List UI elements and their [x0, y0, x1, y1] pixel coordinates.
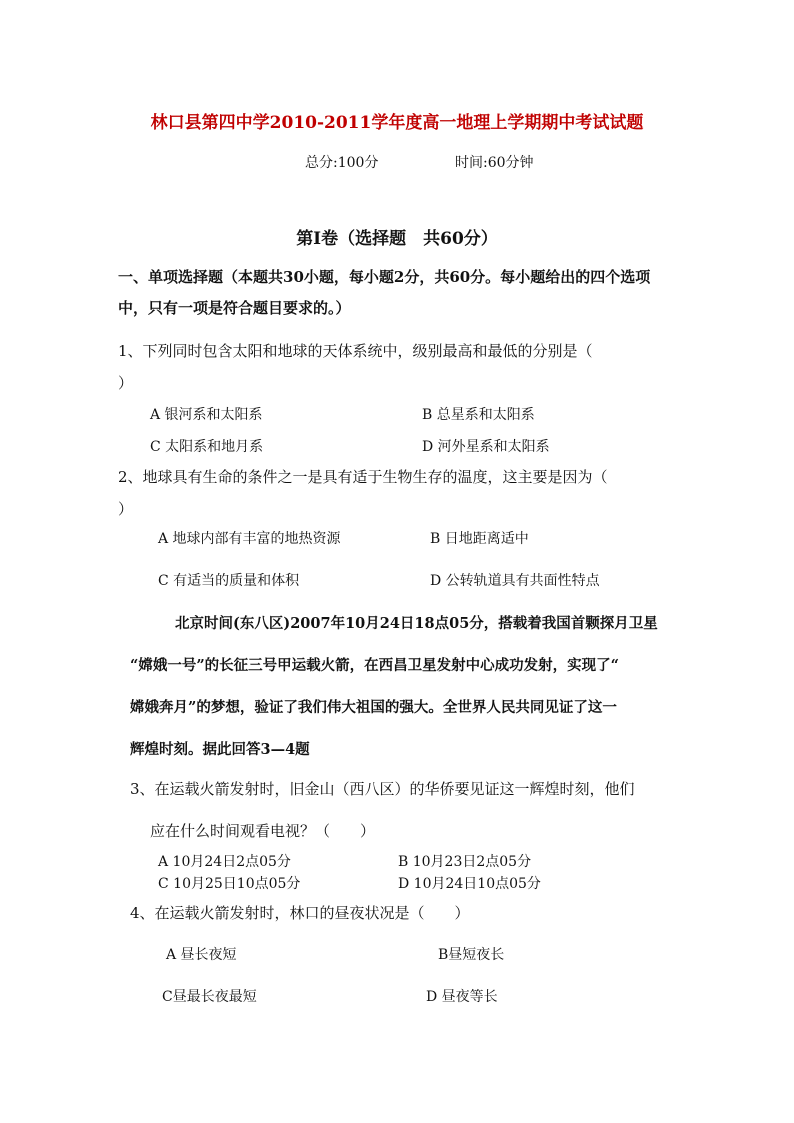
question-3-option-b: B 10月23日2点05分 [398, 854, 532, 870]
passage-line-4: 辉煌时刻。据此回答3—4题 [130, 741, 310, 758]
question-3-stem: 3、在运载火箭发射时，旧金山（西八区）的华侨要见证这一辉煌时刻，他们 [130, 780, 635, 798]
exam-title: 林口县第四中学2010-2011学年度高一地理上学期期中考试试题 [150, 113, 644, 133]
question-1-option-b: B 总星系和太阳系 [422, 407, 535, 423]
question-4-option-c: C昼最长夜最短 [162, 989, 257, 1005]
passage-line-2: “嫦娥一号”的长征三号甲运载火箭，在西昌卫星发射中心成功发射，实现了“ [130, 657, 620, 674]
passage-line-3: 嫦娥奔月”的梦想，验证了我们伟大祖国的强大。全世界人民共同见证了这一 [130, 699, 617, 716]
question-4-stem: 4、在运载火箭发射时，林口的昼夜状况是（ ） [130, 904, 470, 922]
question-3-option-a: A 10月24日2点05分 [158, 854, 291, 870]
passage-line-1: 北京时间(东八区)2007年10月24日18点05分，搭载着我国首颗探月卫星 [175, 615, 658, 632]
question-2-option-d: D 公转轨道具有共面性特点 [430, 573, 600, 589]
question-2-option-b: B 日地距离适中 [430, 531, 529, 547]
question-4-option-a: A 昼长夜短 [166, 947, 237, 963]
section-instructions-line2: 中，只有一项是符合题目要求的。） [118, 299, 351, 317]
total-score: 总分:100分 [305, 155, 379, 171]
question-1-option-a: A 银河系和太阳系 [150, 407, 263, 423]
exam-time: 时间:60分钟 [455, 155, 534, 171]
question-1-stem: 1、下列同时包含太阳和地球的天体系统中，级别最高和最低的分别是（ [118, 342, 593, 360]
question-4-option-d: D 昼夜等长 [426, 989, 498, 1005]
question-2-stem-end: ） [118, 500, 134, 518]
question-4-option-b: B昼短夜长 [438, 947, 505, 963]
question-2-stem: 2、地球具有生命的条件之一是具有适于生物生存的温度，这主要是因为（ [118, 468, 608, 486]
question-1-stem-end: ） [118, 374, 134, 392]
section-instructions-line1: 一、单项选择题（本题共30小题，每小题2分，共60分。每小题给出的四个选项 [118, 268, 651, 286]
question-3-option-d: D 10月24日10点05分 [398, 876, 541, 892]
question-1-option-d: D 河外星系和太阳系 [422, 439, 550, 455]
question-3-stem-line2: 应在什么时间观看电视？（ ） [150, 822, 376, 840]
question-2-option-a: A 地球内部有丰富的地热资源 [158, 531, 341, 547]
question-3-option-c: C 10月25日10点05分 [158, 876, 301, 892]
question-2-option-c: C 有适当的质量和体积 [158, 573, 300, 589]
section-title: 第I卷（选择题 共60分） [296, 229, 498, 249]
question-1-option-c: C 太阳系和地月系 [150, 439, 264, 455]
